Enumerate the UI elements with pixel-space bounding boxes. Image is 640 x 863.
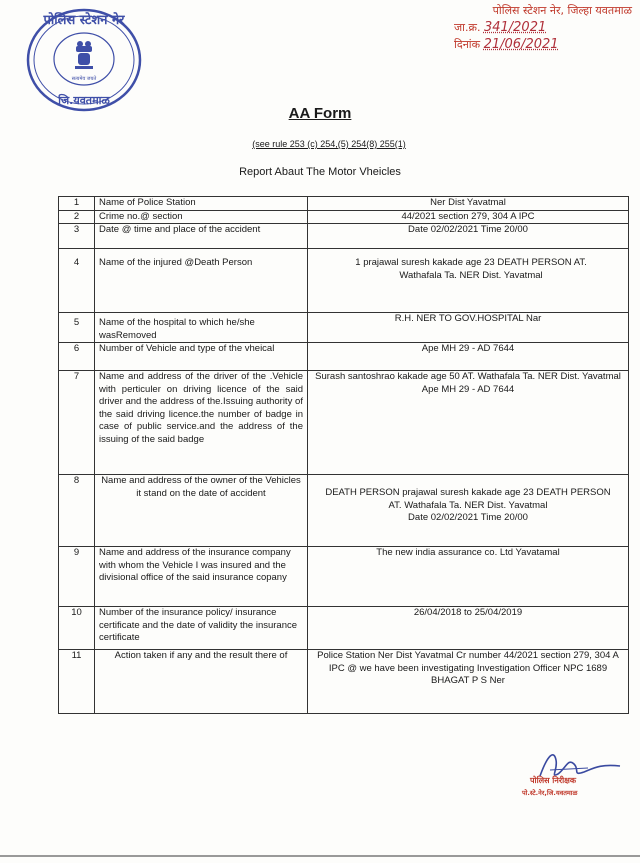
- row-value: Ner Dist Yavatmal: [308, 197, 629, 211]
- vehicle-number: Ape MH 29 - AD 7644: [421, 383, 515, 395]
- police-station-seal: [20, 4, 148, 116]
- report-table: [58, 196, 629, 714]
- row-number: 5: [59, 313, 95, 343]
- date-prefix: दिनांक: [454, 38, 481, 51]
- row-label: Date @ time and place of the accident: [95, 224, 308, 249]
- seal-bottom-text: जि.यवतमाळ: [58, 94, 110, 107]
- row-value: 44/2021 section 279, 304 A IPC: [308, 210, 629, 224]
- row-label: Number of Vehicle and type of the vheical: [95, 343, 308, 371]
- row-number: 2: [59, 210, 95, 224]
- seal-motto: सत्यमेव जयते: [71, 76, 97, 82]
- driver-details: Surash santoshrao kakade age 50 AT. Wathafala Ta. NER Dist. Yavatmal: [315, 371, 621, 382]
- row-value: Date 02/02/2021 Time 20/00: [308, 224, 629, 249]
- owner-date: Date 02/02/2021 Time 20/00: [408, 512, 528, 523]
- table-row: [59, 475, 629, 547]
- table-row: [59, 650, 629, 714]
- table-row: [59, 607, 629, 650]
- row-label: Number of the insurance policy/ insurance certificate and the date of validity the insurance certificate: [95, 607, 308, 650]
- table-row: [59, 313, 629, 343]
- row-label: Name of the injured @Death Person: [95, 249, 308, 313]
- row-value: 26/04/2018 to 25/04/2019: [308, 607, 629, 650]
- rule-reference: (see rule 253 (c) 254,(5) 254(8) 255(1): [252, 139, 406, 149]
- row-value: The new india assurance co. Ltd Yavatamal: [308, 547, 629, 607]
- table-row: [59, 371, 629, 475]
- table-row: [59, 547, 629, 607]
- table-row: [59, 210, 629, 224]
- table-row: [59, 224, 629, 249]
- row-number: 8: [59, 475, 95, 547]
- row-value: 1 prajawal suresh kakade age 23 DEATH PERSON AT. Wathafala Ta. NER Dist. Yavatmal: [308, 249, 629, 313]
- form-title: AA Form: [288, 105, 352, 122]
- row-number: 4: [59, 249, 95, 313]
- row-value: Ape MH 29 - AD 7644: [308, 343, 629, 371]
- row-number: 7: [59, 371, 95, 475]
- row-label: Name and address of the owner of the Vehicles it stand on the date of accident: [95, 475, 308, 547]
- table-row: [59, 249, 629, 313]
- reference-number: 341/2021: [483, 20, 547, 35]
- seal-top-text: पोलिस स्टेशन नेर: [43, 13, 125, 28]
- owner-details: DEATH PERSON prajawal suresh kakade age 23 DEATH PERSON AT. Wathafala Ta. NER Dist. Yavatmal: [325, 487, 611, 511]
- table-row: [59, 343, 629, 371]
- station-line: पोलिस स्टेशन नेर, जिल्हा यवतमाळ: [492, 4, 632, 17]
- officer-station: पो.स्टे.नेर,जि.यवतमाळ: [522, 789, 578, 797]
- row-number: 10: [59, 607, 95, 650]
- emblem-icon: [75, 41, 93, 69]
- page-bottom-rule: [0, 855, 640, 857]
- row-label: Name and address of the insurance company with whom the Vehicle I was insured and the divisional office of the said insurance copany: [95, 547, 308, 607]
- row-value: R.H. NER TO GOV.HOSPITAL Nar: [308, 313, 629, 343]
- reference-stamp: [448, 2, 638, 53]
- row-number: 3: [59, 224, 95, 249]
- row-label: Name of Police Station: [95, 197, 308, 211]
- row-number: 11: [59, 650, 95, 714]
- reference-date: 21/06/2021: [483, 37, 559, 52]
- table-row: [59, 197, 629, 211]
- row-value-cell: [308, 475, 629, 547]
- row-label: Action taken if any and the result there of: [95, 650, 308, 714]
- row-label: Crime no.@ section: [95, 210, 308, 224]
- row-number: 1: [59, 197, 95, 211]
- row-value: Police Station Ner Dist Yavatmal Cr number 44/2021 section 279, 304 A IPC @ we have been investigating Investigation Officer NPC 1689 BHAGAT P S Ner: [308, 650, 629, 714]
- row-number: 9: [59, 547, 95, 607]
- row-value-cell: [308, 371, 629, 475]
- row-number: 6: [59, 343, 95, 371]
- row-label: Name of the hospital to which he/she wasRemoved: [95, 313, 308, 343]
- report-subtitle: Report Abaut The Motor Vheicles: [239, 166, 401, 178]
- number-prefix: जा.क्र.: [454, 21, 481, 34]
- row-label: Name and address of the driver of the .Vehicle with perticuler on driving licence of the said driver and the address of the.Issuing authority of the said driving licence.the number of badge in case of public service.and the address of the issuing of the said badge: [95, 371, 308, 475]
- officer-designation: पोलिस निरीक्षक: [530, 776, 577, 785]
